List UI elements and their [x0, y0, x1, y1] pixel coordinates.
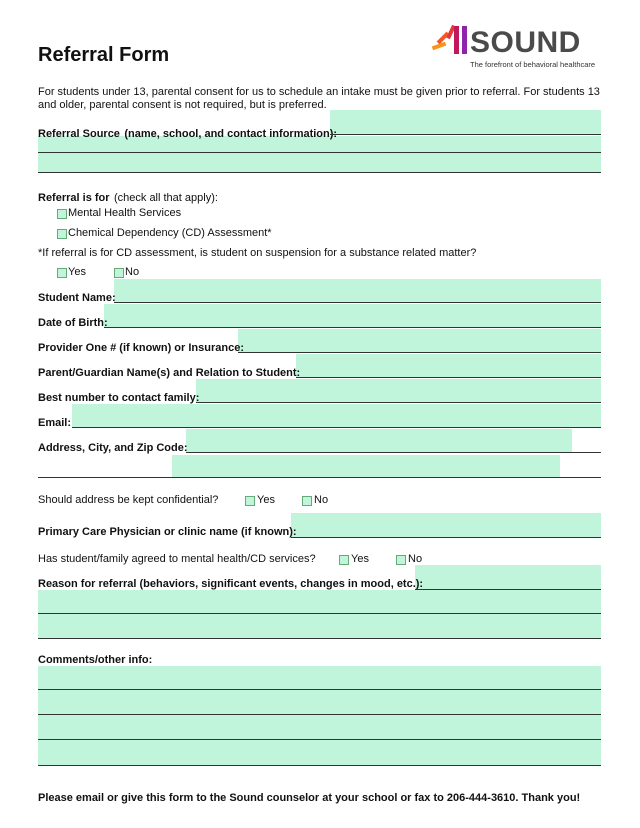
confidential-no-label: No — [314, 494, 329, 506]
confidential-yes-label: Yes — [257, 494, 275, 506]
physician-field[interactable] — [291, 513, 601, 537]
phone-label: Best number to contact family: — [38, 392, 200, 404]
underline — [186, 452, 601, 453]
physician-label: Primary Care Physician or clinic name (if known): — [38, 526, 297, 538]
underline — [104, 327, 601, 328]
underline — [291, 537, 601, 538]
underline — [330, 134, 601, 135]
underline — [38, 765, 601, 766]
underline — [38, 152, 601, 153]
provider-field[interactable] — [238, 329, 601, 352]
address-extra-field[interactable] — [172, 455, 560, 477]
agreed-no-checkbox[interactable] — [396, 555, 406, 565]
student-name-label: Student Name: — [38, 292, 116, 304]
underline — [38, 477, 601, 478]
underline — [38, 613, 601, 614]
underline — [38, 638, 601, 639]
email-field[interactable] — [72, 404, 601, 427]
underline — [415, 589, 601, 590]
agreed-yes-checkbox[interactable] — [339, 555, 349, 565]
referral-source-field[interactable] — [330, 110, 601, 134]
underline — [114, 302, 601, 303]
suspension-no-checkbox[interactable] — [114, 268, 124, 278]
dob-text: Date of Birth — [38, 317, 104, 329]
brand-name: SOUND — [470, 26, 581, 59]
comments-label: Comments/other info: — [38, 654, 153, 666]
guardian-field[interactable] — [296, 354, 601, 377]
cd-assessment-label: Chemical Dependency (CD) Assessment* — [68, 227, 272, 239]
mental-health-checkbox[interactable] — [57, 209, 67, 219]
cd-assessment-checkbox[interactable] — [57, 229, 67, 239]
underline — [38, 714, 601, 715]
reason-label: Reason for referral (behaviors, significant events, changes in mood, etc.): — [38, 578, 424, 590]
brand-tagline: The forefront of behavioral healthcare — [470, 60, 596, 69]
reason-field[interactable] — [415, 565, 601, 589]
suspension-no-label: No — [125, 266, 140, 278]
underline — [238, 352, 601, 353]
underline — [296, 377, 601, 378]
phone-text: Best number to contact family — [38, 392, 196, 404]
footer-note: Please email or give this form to the Sound counselor at your school or fax to 206-444-3610. Thank you! — [38, 792, 581, 804]
guardian-label: Parent/Guardian Name(s) and Relation to Student: — [38, 367, 301, 379]
underline — [38, 172, 601, 173]
sound-logo-icon — [430, 24, 470, 60]
provider-label: Provider One # (if known) or Insurance: — [38, 342, 244, 354]
intro-text: For students under 13, parental consent for us to schedule an intake must be given prior to referral. For students 13 and older, parental consent is not required, but is preferred. — [38, 86, 600, 111]
underline — [196, 402, 601, 403]
agreed-yes-label: Yes — [351, 553, 369, 565]
email-text: Email — [38, 417, 68, 429]
dob-label: Date of Birth: — [38, 317, 108, 329]
comments-field[interactable] — [38, 666, 601, 766]
student-name-text: Student Name — [38, 292, 112, 304]
phone-field[interactable] — [196, 379, 601, 402]
guardian-text: Parent/Guardian Name(s) and Relation to Student — [38, 367, 297, 379]
suspension-question: *If referral is for CD assessment, is student on suspension for a substance related matter? — [38, 247, 477, 259]
dob-field[interactable] — [104, 304, 601, 327]
referral-source-label-wrap — [38, 124, 337, 142]
suspension-yes-label: Yes — [68, 266, 86, 278]
referral-for-row — [38, 188, 218, 206]
suspension-yes-checkbox[interactable] — [57, 268, 67, 278]
provider-text: Provider One # (if known) or Insurance — [38, 342, 241, 354]
referral-source-label: Referral Source — [38, 128, 120, 140]
address-label: Address, City, and Zip Code: — [38, 442, 188, 454]
referral-for-label: Referral is for — [38, 192, 110, 204]
agreed-no-label: No — [408, 553, 423, 565]
agreed-question: Has student/family agreed to mental health/CD services? — [38, 553, 316, 565]
referral-source-hint: (name, school, and contact information): — [124, 128, 338, 140]
underline — [38, 739, 601, 740]
reason-extra-field[interactable] — [38, 590, 601, 638]
student-name-field[interactable] — [114, 279, 601, 302]
address-field[interactable] — [186, 429, 572, 452]
physician-text: Primary Care Physician or clinic name (if known) — [38, 526, 293, 538]
address-text: Address, City, and Zip Code — [38, 442, 184, 454]
confidential-question: Should address be kept confidential? — [38, 494, 219, 506]
page-title: Referral Form — [38, 44, 170, 66]
underline — [72, 427, 601, 428]
confidential-no-checkbox[interactable] — [302, 496, 312, 506]
mental-health-label: Mental Health Services — [68, 207, 182, 219]
confidential-yes-checkbox[interactable] — [245, 496, 255, 506]
underline — [38, 689, 601, 690]
referral-for-hint: (check all that apply): — [113, 192, 218, 204]
email-label: Email: — [38, 417, 72, 429]
